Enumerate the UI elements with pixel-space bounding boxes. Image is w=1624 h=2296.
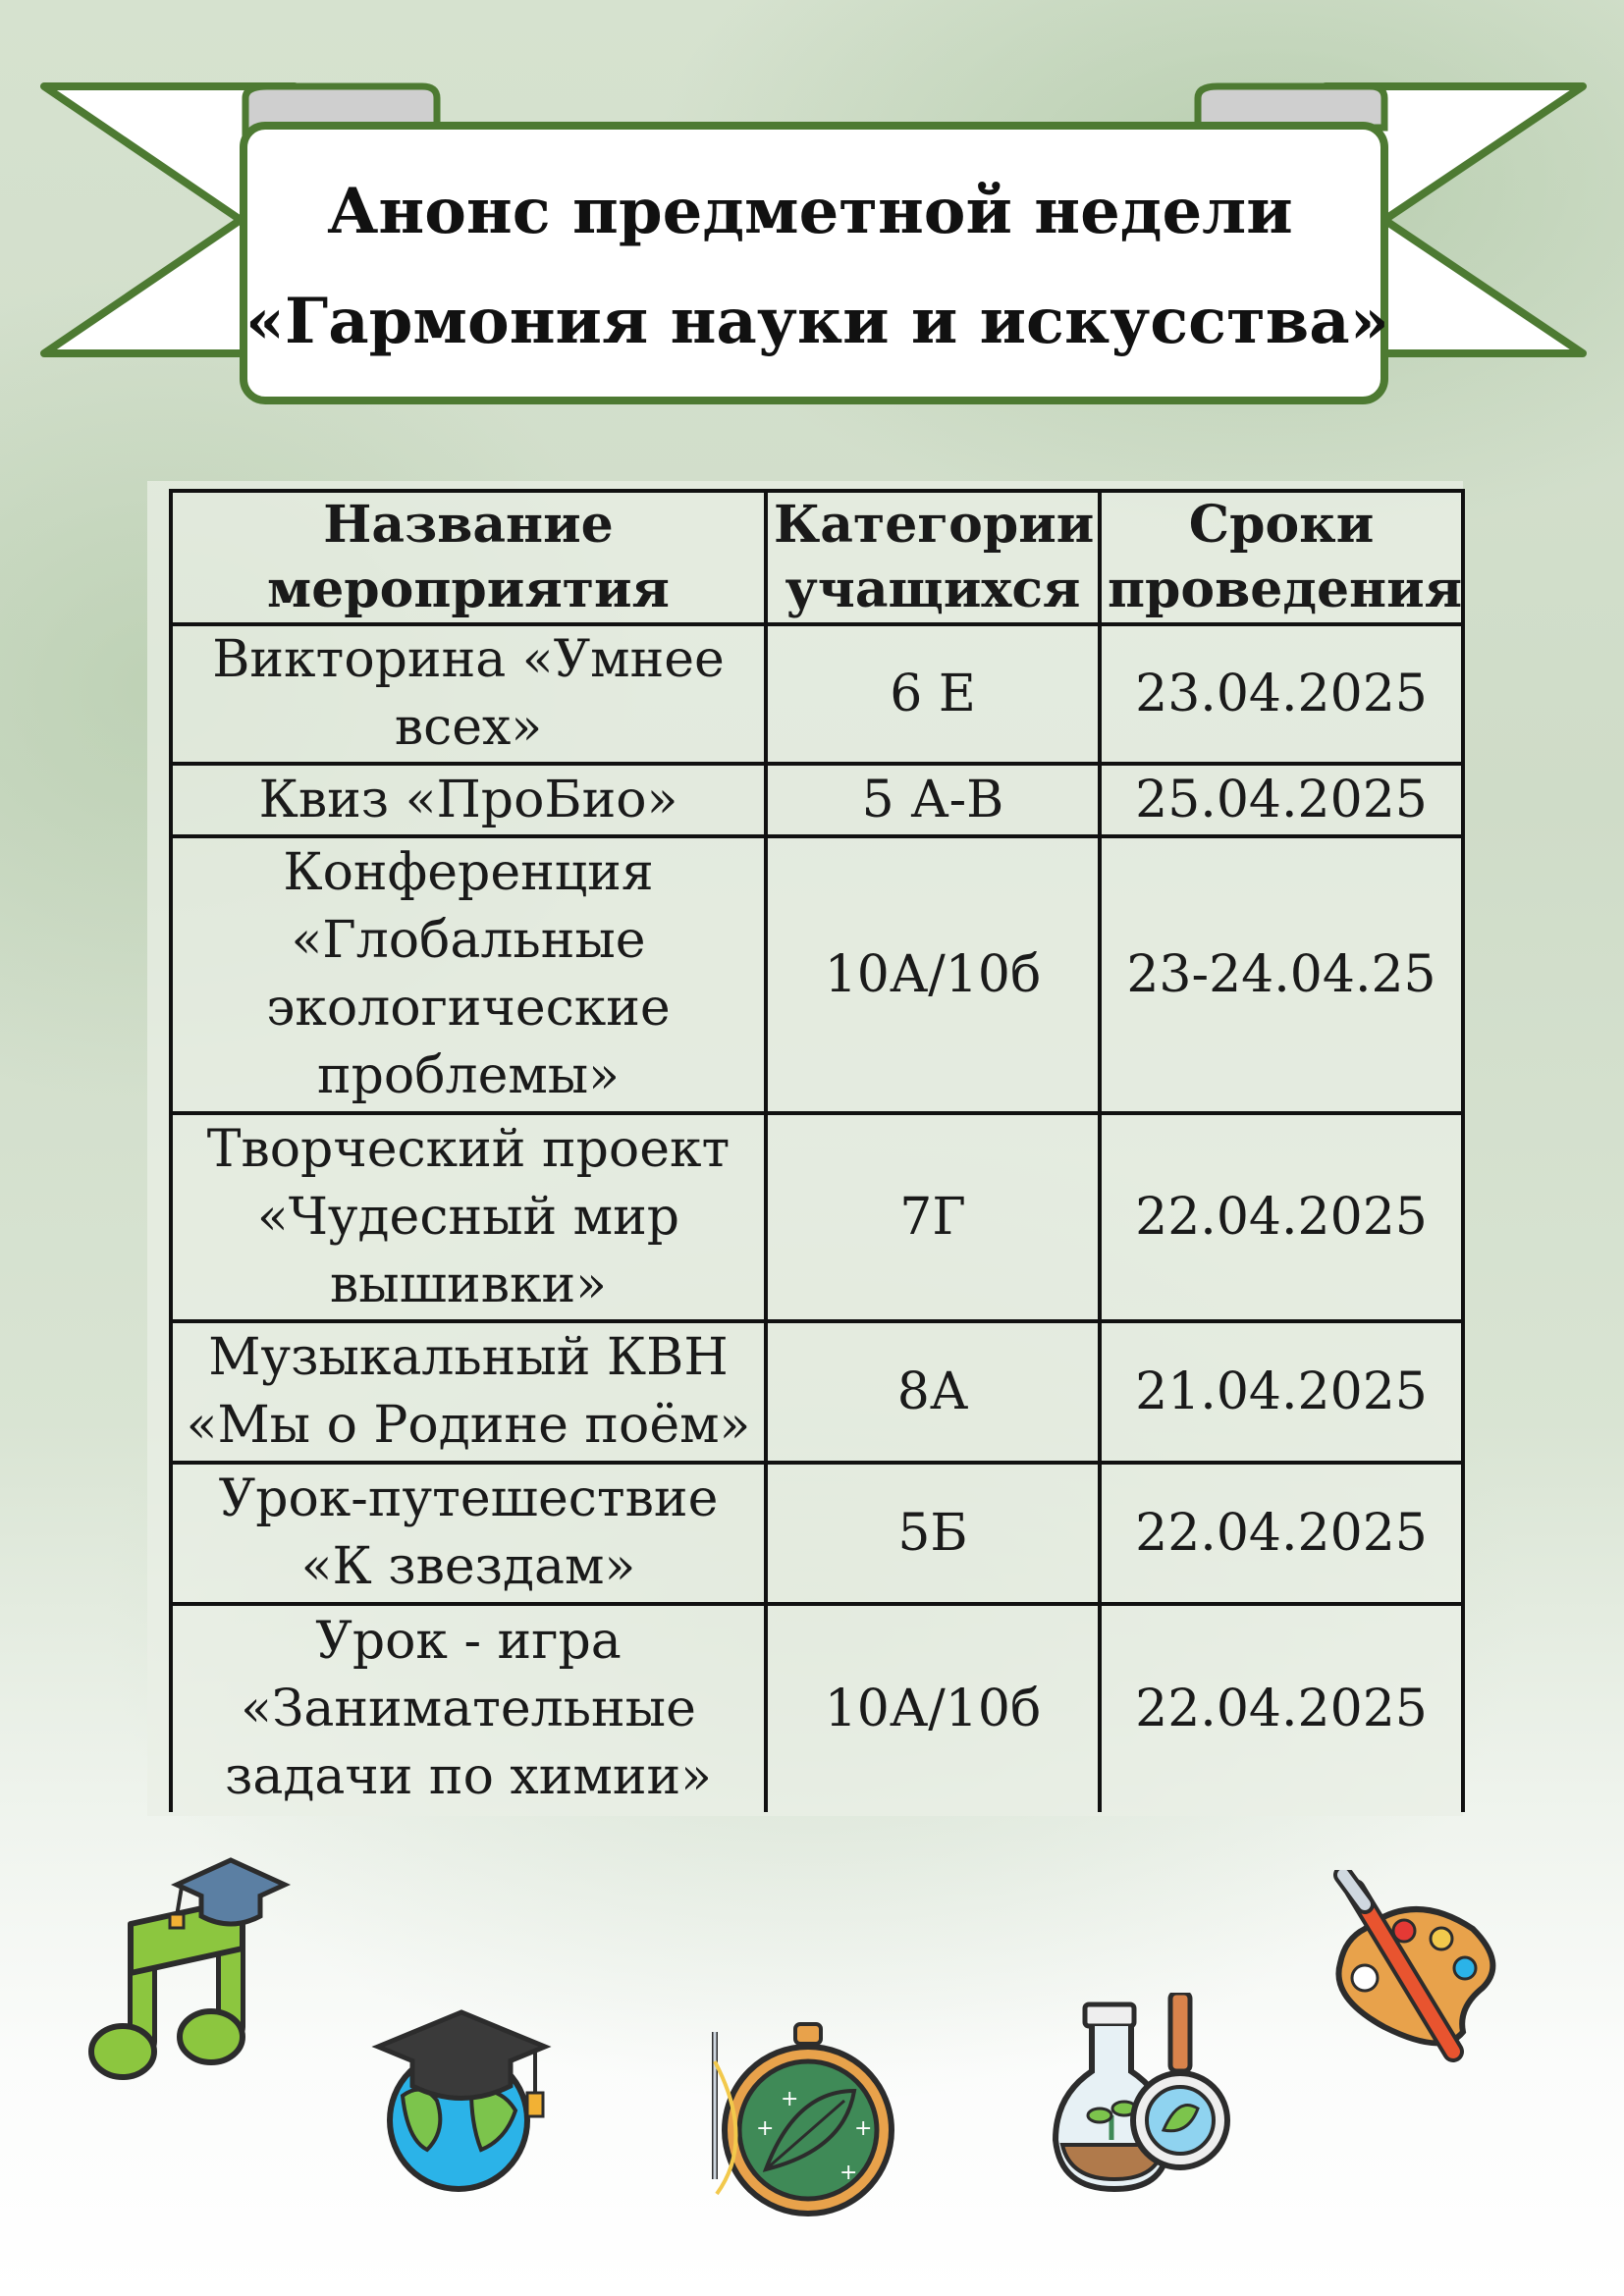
event-name-line: Музыкальный КВН <box>208 1328 729 1387</box>
header-text: проведения <box>1108 560 1463 619</box>
events-table <box>169 489 1465 1812</box>
event-name-line: задачи по химии» <box>224 1746 712 1806</box>
date-cell: 23.04.2025 <box>1100 624 1463 764</box>
art-palette-icon <box>1326 1870 1512 2066</box>
table-header-row <box>171 491 1463 624</box>
svg-text:+: + <box>781 2087 799 2111</box>
date-cell: 22.04.2025 <box>1100 1463 1463 1604</box>
svg-text:+: + <box>854 2116 873 2141</box>
embroidery-hoop-icon <box>697 2022 913 2218</box>
event-name-line: всех» <box>394 698 543 757</box>
event-name-line: экологические <box>266 979 671 1038</box>
graduation-globe-icon <box>368 2002 555 2199</box>
event-name-cell <box>171 624 766 764</box>
table-row <box>171 624 1463 764</box>
header-text: мероприятия <box>267 560 670 619</box>
event-name-line: Урок - игра <box>315 1611 622 1671</box>
date-cell: 23-24.04.25 <box>1100 836 1463 1113</box>
date-cell: 22.04.2025 <box>1100 1113 1463 1321</box>
header-text: учащихся <box>785 560 1081 619</box>
event-name-cell <box>171 836 766 1113</box>
date-cell: 25.04.2025 <box>1100 764 1463 836</box>
event-name-line: Викторина «Умнее <box>212 630 725 689</box>
event-name-line: Квиз «ПроБио» <box>258 770 678 829</box>
svg-text:+: + <box>839 2161 858 2185</box>
date-cell: 21.04.2025 <box>1100 1321 1463 1463</box>
table-row <box>171 764 1463 836</box>
event-name-cell <box>171 764 766 836</box>
table-row <box>171 836 1463 1113</box>
event-name-cell <box>171 1604 766 1812</box>
header-text: Категории <box>774 495 1095 555</box>
category-cell: 8А <box>766 1321 1100 1463</box>
table-row <box>171 1321 1463 1463</box>
event-name-line: Конференция <box>283 843 654 902</box>
header-text: Название <box>323 495 614 555</box>
event-name-line: вышивки» <box>330 1255 607 1314</box>
header-text: Сроки <box>1188 495 1375 555</box>
event-name-line: Творческий проект <box>206 1119 731 1179</box>
category-cell: 6 Е <box>766 624 1100 764</box>
banner-title <box>245 157 1389 377</box>
category-cell: 10А/10б <box>766 836 1100 1113</box>
event-name-line: Урок-путешествие <box>218 1469 719 1528</box>
header-dates <box>1100 491 1463 624</box>
banner-title-line-2: «Гармония науки и искусства» <box>245 285 1389 358</box>
event-name-cell <box>171 1321 766 1463</box>
banner-title-line-1: Анонс предметной недели <box>327 175 1293 248</box>
event-name-cell <box>171 1113 766 1321</box>
event-name-line: «Мы о Родине поём» <box>186 1396 751 1455</box>
music-note-icon <box>83 1855 299 2091</box>
category-cell: 10А/10б <box>766 1604 1100 1812</box>
event-name-line: «К звездам» <box>300 1537 636 1596</box>
table-row <box>171 1604 1463 1812</box>
table-row <box>171 1463 1463 1604</box>
header-event-name <box>171 491 766 624</box>
event-name-line: «Занимательные <box>241 1679 696 1738</box>
category-cell: 5Б <box>766 1463 1100 1604</box>
svg-text:+: + <box>756 2116 775 2141</box>
event-name-line: «Глобальные <box>291 911 646 970</box>
category-cell: 5 А-В <box>766 764 1100 836</box>
table-row <box>171 1113 1463 1321</box>
event-name-line: «Чудесный мир <box>256 1187 680 1247</box>
header-category <box>766 491 1100 624</box>
event-name-line: проблемы» <box>316 1046 620 1105</box>
category-cell: 7Г <box>766 1113 1100 1321</box>
lab-flask-magnifier-icon <box>1051 1993 1237 2199</box>
event-name-cell <box>171 1463 766 1604</box>
date-cell: 22.04.2025 <box>1100 1604 1463 1812</box>
